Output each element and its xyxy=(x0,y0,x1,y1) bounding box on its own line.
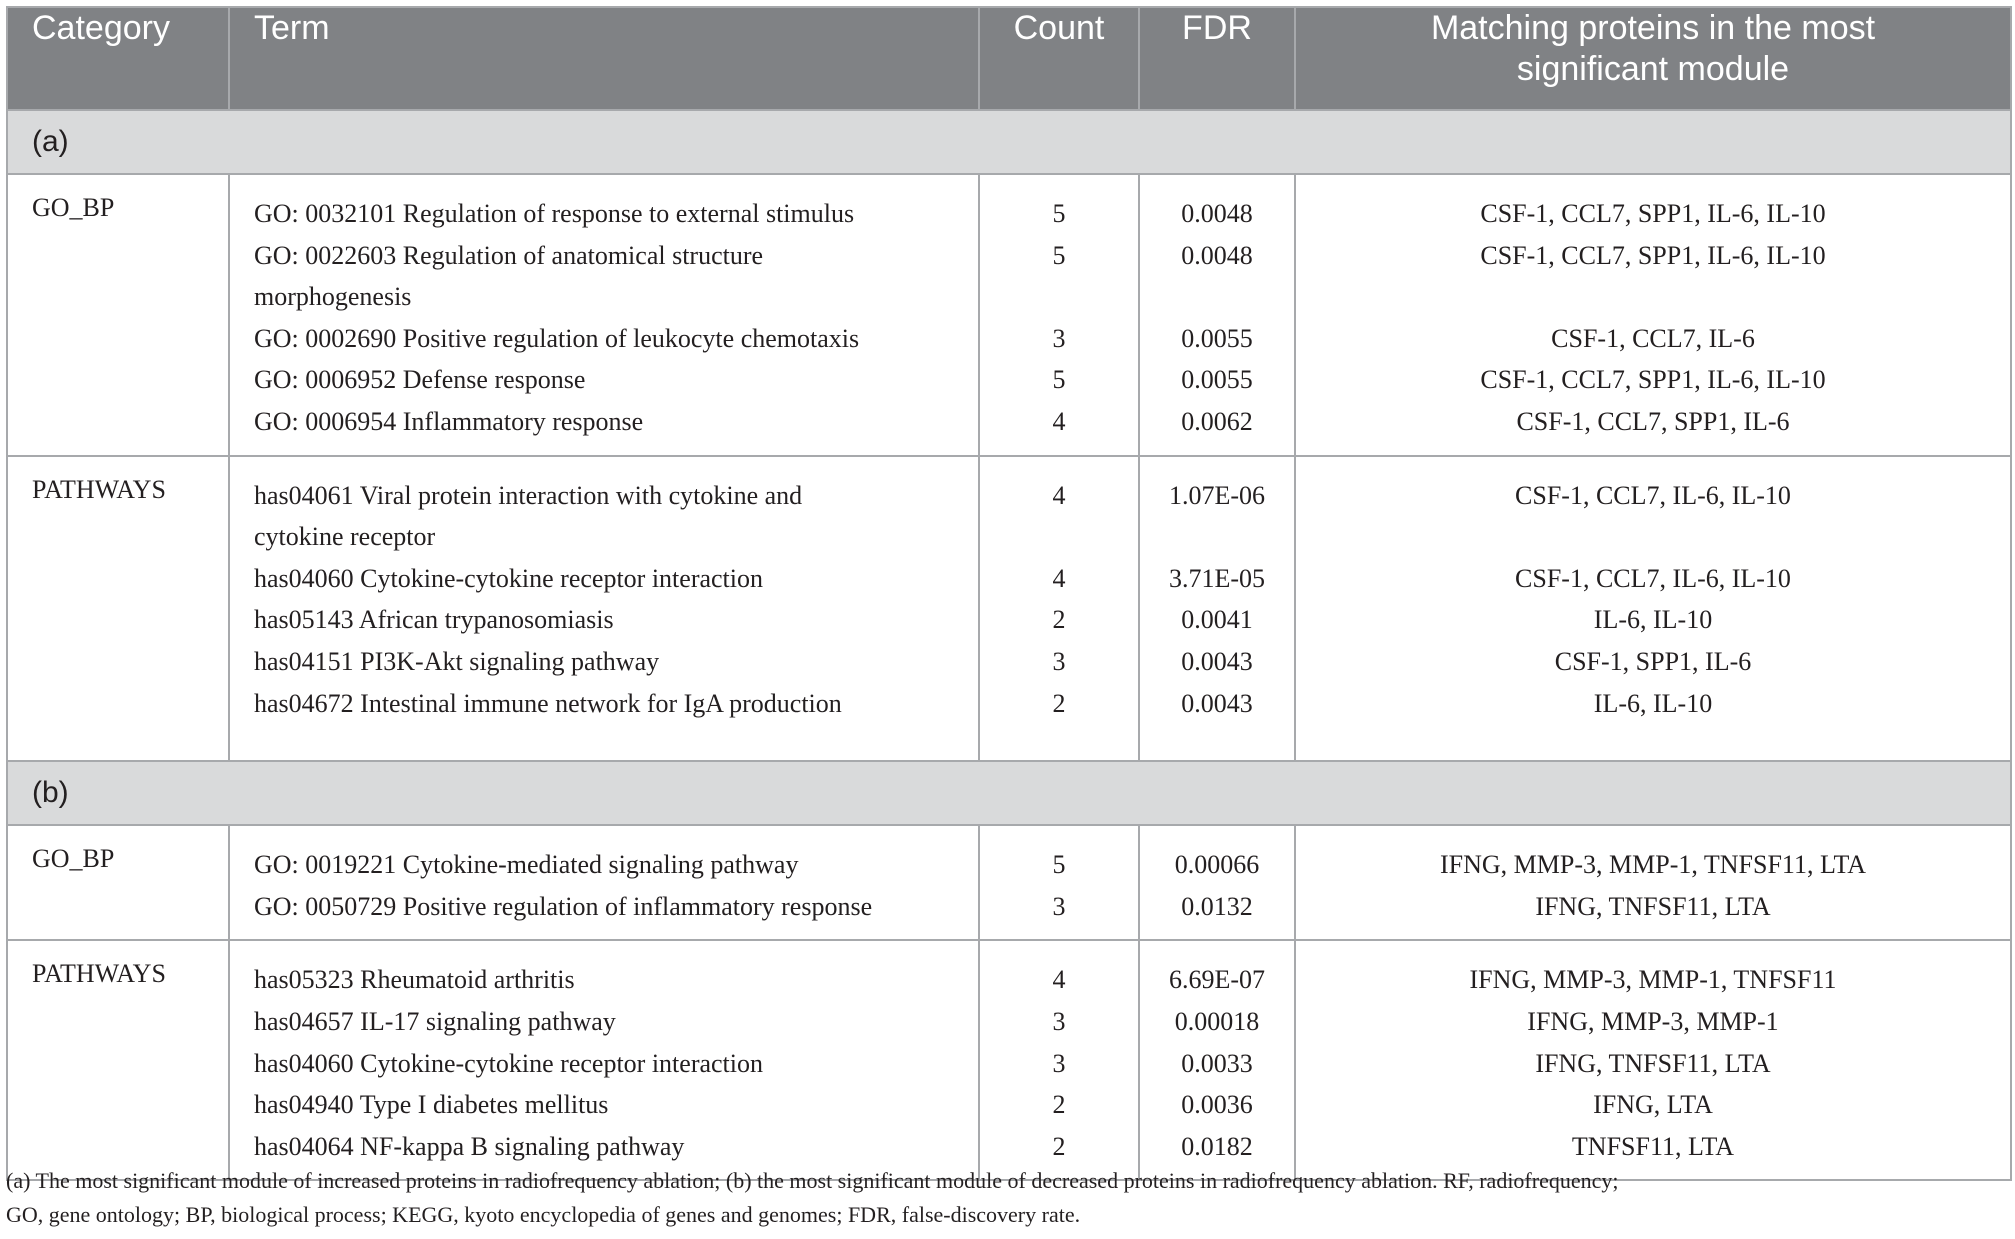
header-count: Count xyxy=(979,7,1139,110)
fdr-value: 6.69E-07 xyxy=(1168,965,1266,995)
proteins-value: CSF-1, CCL7, SPP1, IL-6, IL-10 xyxy=(1480,199,1826,228)
count-value: 2 xyxy=(1052,688,1066,718)
row-spacer xyxy=(1296,516,2010,558)
proteins-value: CSF-1, CCL7, SPP1, IL-6 xyxy=(1516,406,1790,436)
section-label: (a) xyxy=(7,110,2011,174)
fdr-value: 0.0043 xyxy=(1181,646,1253,676)
count-value: 3 xyxy=(1052,323,1066,353)
group-row xyxy=(7,940,2011,1180)
term-text: has05323 Rheumatoid arthritis xyxy=(254,965,575,995)
fdr-value: 0.00018 xyxy=(1174,1006,1260,1036)
fdr-value: 0.0043 xyxy=(1181,688,1253,718)
count-column-cell xyxy=(979,940,1139,1180)
term-column-cell xyxy=(229,940,979,1180)
proteins-value: IFNG, MMP-3, MMP-1 xyxy=(1527,1006,1779,1036)
proteins-value: TNFSF11, LTA xyxy=(1571,1131,1735,1161)
count-value: 5 xyxy=(1052,240,1066,270)
term-text-continued: cytokine receptor xyxy=(254,522,436,552)
term-text: has05143 African trypanosomiasis xyxy=(254,605,614,635)
proteins-value: IFNG, MMP-3, MMP-1, TNFSF11 xyxy=(1469,965,1837,995)
count-value: 5 xyxy=(1052,199,1066,228)
section-label: (b) xyxy=(7,761,2011,825)
term-text: has04151 PI3K-Akt signaling pathway xyxy=(254,646,660,676)
term-text: has04940 Type I diabetes mellitus xyxy=(254,1090,609,1120)
proteins-value: IFNG, TNFSF11, LTA xyxy=(1535,1048,1771,1078)
count-column-cell xyxy=(979,825,1139,940)
row-spacer xyxy=(980,516,1138,558)
header-matching-proteins-line1: Matching proteins in the most xyxy=(1430,9,1876,47)
proteins-value: IL-6, IL-10 xyxy=(1593,605,1713,635)
proteins-value: IFNG, LTA xyxy=(1593,1090,1713,1120)
fdr-value: 0.0036 xyxy=(1181,1090,1253,1120)
row-spacer xyxy=(1140,276,1294,318)
fdr-value: 3.71E-05 xyxy=(1168,563,1266,593)
fdr-value: 0.0055 xyxy=(1181,365,1253,395)
fdr-value: 1.07E-06 xyxy=(1168,480,1266,510)
term-text: GO: 0050729 Positive regulation of inflammatory response xyxy=(254,891,873,921)
proteins-column-cell xyxy=(1295,940,2011,1180)
term-column-cell xyxy=(229,825,979,940)
fdr-value: 0.0048 xyxy=(1181,199,1253,228)
proteins-value: CSF-1, CCL7, SPP1, IL-6, IL-10 xyxy=(1480,365,1826,395)
header-fdr: FDR xyxy=(1139,7,1295,110)
term-column-cell xyxy=(229,174,979,456)
fdr-value: 0.0048 xyxy=(1181,240,1253,270)
footnote-line-1: (a) The most significant module of increased proteins in radiofrequency ablation; (b) the most significant module of decreased proteins in radiofrequency ablation. RF, radiofrequency; xyxy=(6,1168,1619,1193)
term-text: GO: 0006954 Inflammatory response xyxy=(254,406,644,436)
term-text: GO: 0019221 Cytokine-mediated signaling pathway xyxy=(254,850,799,880)
term-text: GO: 0022603 Regulation of anatomical structure xyxy=(254,240,764,270)
category-cell: GO_BP xyxy=(7,174,229,456)
table-footnote xyxy=(6,1164,2010,1232)
section-row xyxy=(7,110,2011,174)
fdr-value: 0.0055 xyxy=(1181,323,1253,353)
group-row xyxy=(7,825,2011,940)
fdr-column-cell xyxy=(1139,456,1295,762)
proteins-value: IFNG, MMP-3, MMP-1, TNFSF11, LTA xyxy=(1439,850,1867,880)
proteins-value: CSF-1, CCL7, IL-6, IL-10 xyxy=(1515,563,1791,593)
term-text: has04060 Cytokine-cytokine receptor interaction xyxy=(254,563,764,593)
fdr-value: 0.00066 xyxy=(1174,850,1260,880)
proteins-column-cell xyxy=(1295,456,2011,762)
table-body xyxy=(7,110,2011,1180)
proteins-value: CSF-1, CCL7, IL-6, IL-10 xyxy=(1515,480,1791,510)
count-value: 3 xyxy=(1052,891,1066,921)
count-value: 3 xyxy=(1052,646,1066,676)
term-column-cell xyxy=(229,456,979,762)
category-cell: GO_BP xyxy=(7,825,229,940)
fdr-column-cell xyxy=(1139,174,1295,456)
term-text: has04064 NF-kappa B signaling pathway xyxy=(254,1131,685,1161)
header-category: Category xyxy=(7,7,229,110)
proteins-column-cell xyxy=(1295,825,2011,940)
proteins-value: CSF-1, CCL7, SPP1, IL-6, IL-10 xyxy=(1480,240,1826,270)
count-value: 4 xyxy=(1052,965,1066,995)
count-column-cell xyxy=(979,174,1139,456)
count-value: 2 xyxy=(1052,1131,1066,1161)
count-value: 4 xyxy=(1052,406,1066,436)
count-column-cell xyxy=(979,456,1139,762)
proteins-value: IFNG, TNFSF11, LTA xyxy=(1535,891,1771,921)
proteins-value: CSF-1, SPP1, IL-6 xyxy=(1554,646,1752,676)
row-spacer xyxy=(980,276,1138,318)
term-text: GO: 0032101 Regulation of response to external stimulus xyxy=(254,199,855,228)
term-text-continued: morphogenesis xyxy=(254,282,412,312)
term-text: has04060 Cytokine-cytokine receptor interaction xyxy=(254,1048,764,1078)
row-spacer xyxy=(1140,516,1294,558)
group-row xyxy=(7,456,2011,762)
count-value: 4 xyxy=(1052,480,1066,510)
term-text: GO: 0006952 Defense response xyxy=(254,365,586,395)
header-matching-proteins-line2: significant module xyxy=(1516,50,1790,88)
table-header-row xyxy=(7,7,2011,110)
count-value: 3 xyxy=(1052,1006,1066,1036)
proteins-value: IL-6, IL-10 xyxy=(1593,688,1713,718)
enrichment-table xyxy=(6,6,2012,1181)
proteins-value: CSF-1, CCL7, IL-6 xyxy=(1551,323,1755,353)
category-cell: PATHWAYS xyxy=(7,940,229,1180)
header-term: Term xyxy=(229,7,979,110)
count-value: 2 xyxy=(1052,1090,1066,1120)
fdr-value: 0.0132 xyxy=(1181,891,1253,921)
section-row xyxy=(7,761,2011,825)
group-row xyxy=(7,174,2011,456)
count-value: 4 xyxy=(1052,563,1066,593)
fdr-value: 0.0182 xyxy=(1181,1131,1253,1161)
term-text: has04657 IL-17 signaling pathway xyxy=(254,1006,616,1036)
count-value: 2 xyxy=(1052,605,1066,635)
fdr-column-cell xyxy=(1139,825,1295,940)
fdr-value: 0.0041 xyxy=(1181,605,1253,635)
count-value: 5 xyxy=(1052,850,1066,880)
fdr-column-cell xyxy=(1139,940,1295,1180)
row-spacer xyxy=(1296,276,2010,318)
term-text: has04672 Intestinal immune network for IgA production xyxy=(254,688,842,718)
footnote-line-2: GO, gene ontology; BP, biological process; KEGG, kyoto encyclopedia of genes and genomes; FDR, false-discovery rate. xyxy=(6,1202,1081,1227)
term-text: has04061 Viral protein interaction with cytokine and xyxy=(254,480,803,510)
term-text: GO: 0002690 Positive regulation of leukocyte chemotaxis xyxy=(254,323,860,353)
header-matching-proteins xyxy=(1295,7,2011,110)
count-value: 3 xyxy=(1052,1048,1066,1078)
fdr-value: 0.0033 xyxy=(1181,1048,1253,1078)
count-value: 5 xyxy=(1052,365,1066,395)
fdr-value: 0.0062 xyxy=(1181,406,1253,436)
proteins-column-cell xyxy=(1295,174,2011,456)
category-cell: PATHWAYS xyxy=(7,456,229,762)
